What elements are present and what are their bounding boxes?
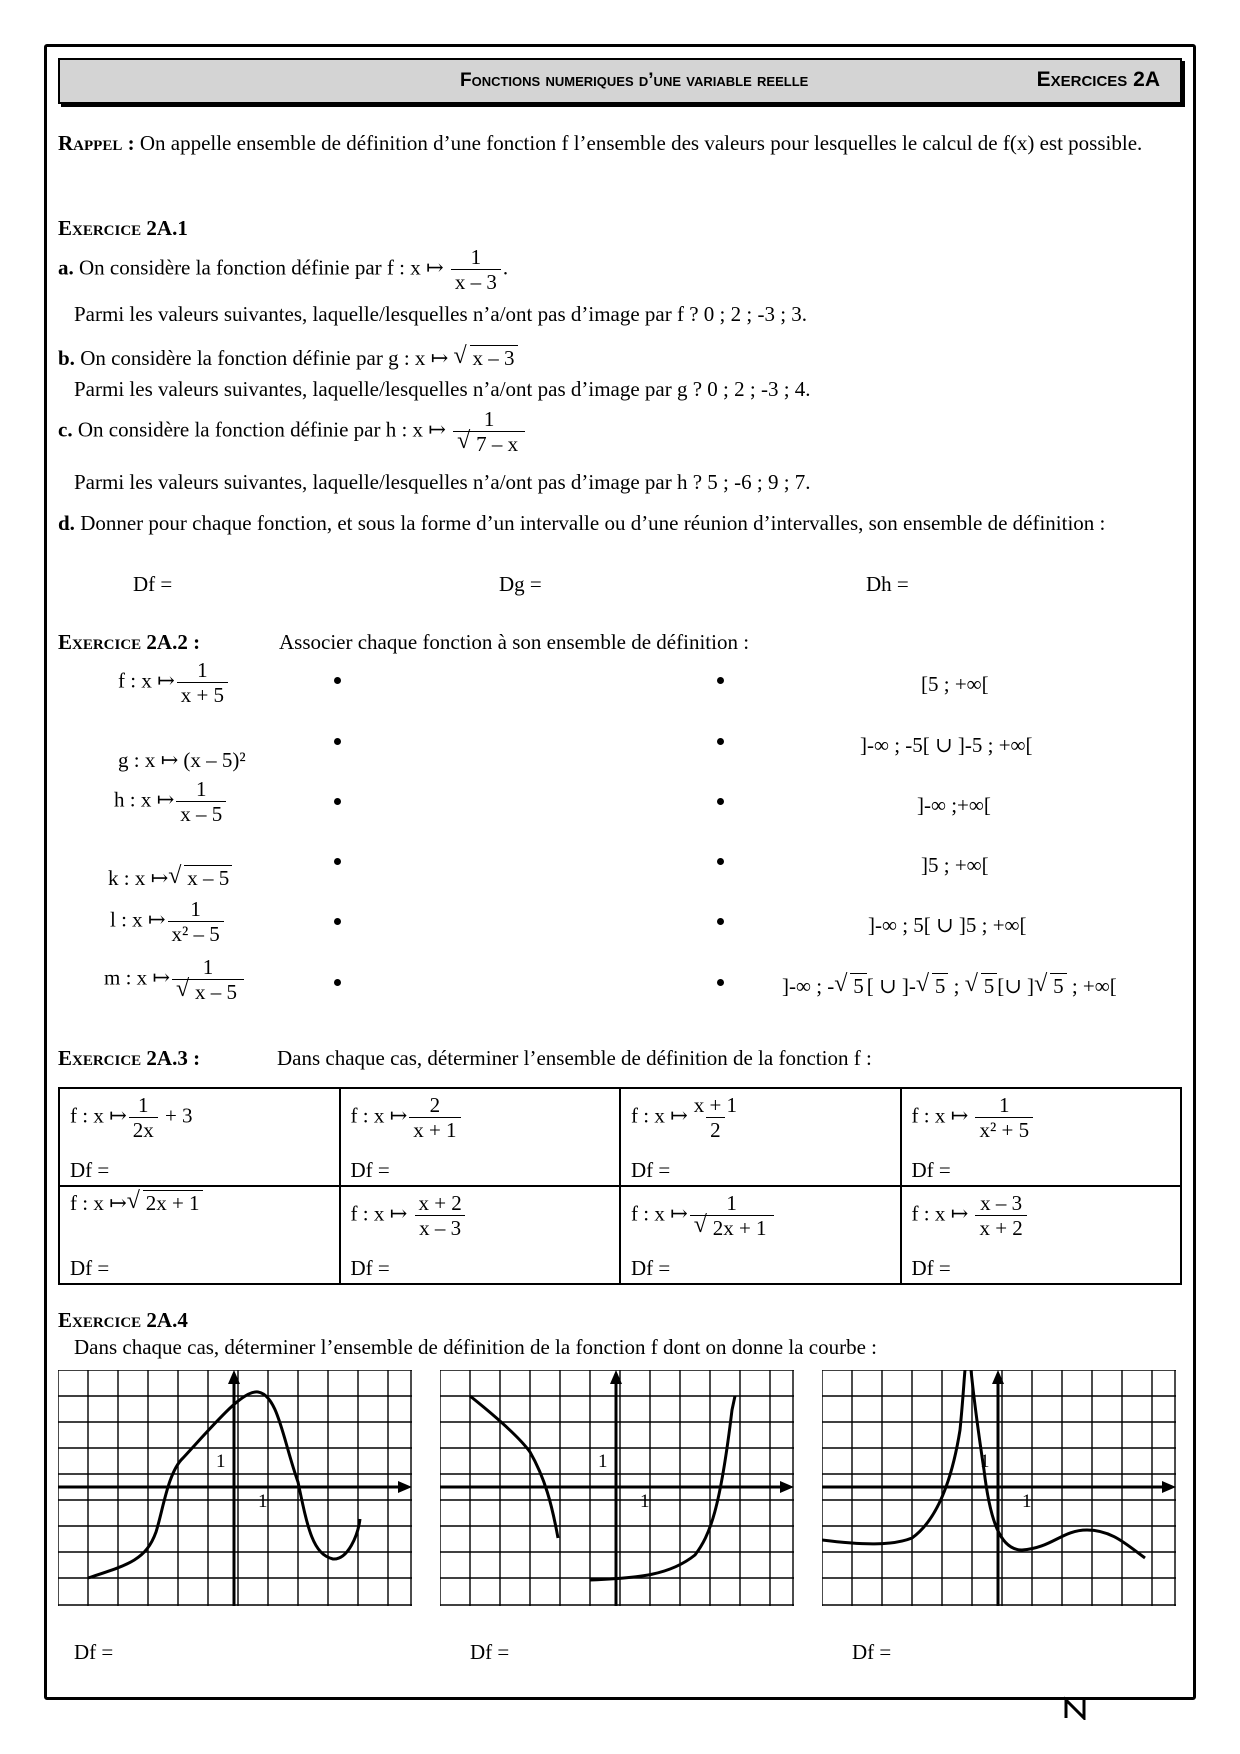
ex4-graph-1-df: Df = [74, 1640, 114, 1664]
ex2-dot-left-3[interactable] [334, 798, 341, 805]
ex2-f-prefix: f : x ↦ [118, 668, 175, 693]
ex3-cell-prefix: f : x ↦ [350, 1201, 408, 1226]
ex3-c1-num: 1 [137, 1093, 149, 1117]
ex3-c3-den: 2 [706, 1117, 725, 1142]
ex3-c8-den: x + 2 [975, 1215, 1026, 1240]
ex2-set-6-d: [∪ ] [997, 974, 1035, 998]
ex1-b-text: On considère la fonction définie par g : x ↦ [80, 346, 449, 370]
ex3-c8-num: x – 3 [980, 1191, 1023, 1215]
ex2-set-6-r1: 5 [850, 973, 867, 998]
ex2-k-prefix: k : x ↦ [108, 866, 169, 890]
ex2-instruction: Associer chaque fonction à son ensemble de définition : [279, 630, 750, 654]
ex2-l-prefix: l : x ↦ [110, 907, 166, 932]
ex2-m-rad: x – 5 [192, 979, 240, 1004]
ex1-c-label: c. [58, 417, 73, 442]
ex4-graph-1-curve [88, 1392, 360, 1578]
ex3-cell-prefix: f : x ↦ [631, 1201, 688, 1226]
rappel-text: On appelle ensemble de définition d’une fonction f l’ensemble des valeurs pour lesquelles le calcul de f(x) est possible. [139, 131, 1143, 155]
ex2-g: g : x ↦ (x – 5)² [118, 748, 246, 772]
ex4-title: Exercice 2A.4 [58, 1308, 188, 1332]
ex3-c6-num: x + 2 [418, 1191, 462, 1215]
ex1-b-label: b. [58, 346, 75, 370]
ex2-h-prefix: h : x ↦ [114, 787, 175, 812]
ex4-graph-1-x-arrow [398, 1481, 412, 1493]
ex2-dot-left-4[interactable] [334, 858, 341, 865]
ex2-set-4: ]5 ; +∞[ [921, 853, 989, 877]
ex3-cell-prefix: f : x ↦ [70, 1103, 127, 1128]
ex1-d [58, 508, 1182, 538]
corner-mark-icon [1064, 1690, 1094, 1720]
ex2-set-3: ]-∞ ;+∞[ [917, 793, 991, 817]
ex1-c-num: 1 [483, 407, 495, 431]
ex3-cell-1 [59, 1088, 340, 1186]
ex2-set-6-c: ; [948, 974, 965, 998]
ex2-m-num: 1 [202, 955, 214, 979]
ex3-cell-df: Df = [70, 1158, 110, 1182]
ex2-set-6 [782, 974, 1117, 999]
ex2-dot-right-3[interactable] [717, 798, 724, 805]
ex1-a-den: x – 3 [451, 269, 501, 294]
header-title: Fonctions numeriques d’une variable reelle [460, 70, 809, 91]
ex2-l-num: 1 [190, 897, 201, 921]
ex1-b-question: Parmi les valeurs suivantes, laquelle/lesquelles n’a/ont pas d’image par g ? 0 ; 2 ; -3 ; 4. [74, 377, 811, 401]
ex4-graph-3 [822, 1370, 1176, 1606]
ex3-cell-df: Df = [350, 1256, 390, 1280]
ex1-c-question: Parmi les valeurs suivantes, laquelle/lesquelles n’a/ont pas d’image par h ? 5 ; -6 ; 9 ; 7. [74, 470, 811, 494]
ex3-c4-den: x² + 5 [975, 1117, 1033, 1142]
ex3-c2-num: 2 [429, 1093, 441, 1117]
header-banner [58, 58, 1182, 104]
ex2-m-sqrt [176, 980, 240, 1004]
ex1-a-question: Parmi les valeurs suivantes, laquelle/lesquelles n’a/ont pas d’image par f ? 0 ; 2 ; -3 ; 3. [74, 302, 808, 326]
ex3-cell-df: Df = [911, 1158, 951, 1182]
ex2-dot-right-2[interactable] [717, 738, 724, 745]
ex2-dot-right-1[interactable] [717, 677, 724, 684]
ex2-dot-left-6[interactable] [334, 979, 341, 986]
ex2-dot-right-6[interactable] [717, 979, 724, 986]
ex2-dot-left-2[interactable] [334, 738, 341, 745]
ex4-graph-1 [58, 1370, 412, 1606]
ex2-h-num: 1 [195, 777, 207, 801]
ex2-set-6-b: [ ∪ ]- [866, 974, 916, 998]
ex4-graph-2-curve-left [470, 1396, 558, 1538]
ex3-c2-den: x + 1 [409, 1117, 460, 1142]
ex3-cell-4 [901, 1088, 1182, 1186]
ex3-row [59, 1186, 1181, 1284]
ex3-c6-den: x – 3 [415, 1215, 465, 1240]
ex4-graph-2-df: Df = [470, 1640, 510, 1664]
ex4-graph-2-tick-x: 1 [640, 1491, 650, 1512]
ex4-graph-3-df: Df = [852, 1640, 892, 1664]
ex2-set-6-a: ]-∞ ; - [782, 974, 835, 998]
ex1-a-text: On considère la fonction définie par f : x ↦ [79, 255, 444, 280]
ex2-k [108, 866, 232, 891]
ex1-d-text: Donner pour chaque fonction, et sous la forme d’un intervalle ou d’une réunion d’intervalles, son ensemble de définition : [80, 511, 1106, 535]
ex2-set-6-sqrt-2 [916, 974, 949, 999]
ex1-a: a. On considère la fonction définie par f : x ↦ $\frac{1}{x - 3}$ . [58, 245, 509, 294]
ex3-c1-tail: + 3 [164, 1103, 193, 1128]
ex2-title: Exercice 2A.2 : [58, 630, 201, 654]
ex1-b-sqrt [454, 346, 518, 371]
ex1-c-rad: 7 – x [473, 431, 521, 456]
ex3-cell-8 [901, 1186, 1182, 1284]
ex2-f-num: 1 [197, 658, 208, 682]
ex1-d-label: d. [58, 511, 75, 535]
ex3-c3-num: x + 1 [693, 1093, 738, 1117]
ex3-cell-prefix: f : x ↦ [631, 1103, 688, 1128]
ex2-l-fraction [168, 897, 224, 946]
ex3-cell-df: Df = [911, 1256, 951, 1280]
ex3-cell-3 [620, 1088, 901, 1186]
ex3-title: Exercice 2A.3 : [58, 1046, 201, 1070]
ex3-cell-df: Df = [350, 1158, 390, 1182]
ex3-cell-df: Df = [70, 1256, 110, 1280]
ex2-dot-right-4[interactable] [717, 858, 724, 865]
ex4-instruction: Dans chaque cas, déterminer l’ensemble de définition de la fonction f dont on donne la courbe : [74, 1335, 877, 1359]
ex2-m-prefix: m : x ↦ [104, 965, 171, 990]
ex4-graph-2 [440, 1370, 794, 1606]
ex4-graph-2-tick-y: 1 [598, 1451, 608, 1472]
ex1-b-rad: x – 3 [470, 345, 518, 370]
ex3-row [59, 1088, 1181, 1186]
ex1-a-label: a. [58, 255, 74, 280]
ex4-graph-2-x-arrow [780, 1481, 794, 1493]
ex2-k-sqrt [168, 866, 232, 891]
ex2-set-6-sqrt-3 [965, 974, 998, 999]
ex3-c4-num: 1 [999, 1093, 1010, 1117]
ex3-cell-prefix: f : x ↦ [350, 1103, 408, 1128]
ex2-dot-left-5[interactable] [334, 918, 341, 925]
ex2-set-6-r3: 5 [981, 973, 998, 998]
ex2-m [104, 955, 246, 1004]
ex3-cell-prefix: f : x ↦ [911, 1201, 969, 1226]
ex2-l-den: x² – 5 [168, 921, 224, 946]
rappel-paragraph [58, 128, 1182, 158]
ex1-dh: Dh = [866, 572, 909, 596]
ex2-set-2: ]-∞ ; -5[ ∪ ]-5 ; +∞[ [860, 733, 1033, 757]
ex4-graph-3-x-arrow [1162, 1481, 1176, 1493]
ex3-cell-2 [340, 1088, 621, 1186]
ex3-c7-rad: 2x + 1 [710, 1215, 770, 1240]
ex1-title: Exercice 2A.1 [58, 216, 188, 240]
ex2-f-den: x + 5 [177, 682, 228, 707]
ex1-a-num: 1 [470, 245, 482, 269]
ex2-set-6-r2: 5 [932, 973, 949, 998]
ex1-c-fraction [453, 407, 525, 456]
ex3-c7-num: 1 [726, 1191, 737, 1215]
header-exercise: Exercices 2A [1036, 68, 1160, 91]
ex3-cell-df: Df = [631, 1158, 671, 1182]
ex2-l [110, 897, 226, 946]
ex1-c-text: On considère la fonction définie par h : x ↦ [77, 417, 446, 442]
ex2-h [114, 777, 228, 826]
ex2-set-6-r4: 5 [1050, 973, 1067, 998]
ex1-dg: Dg = [499, 572, 542, 596]
ex3-c1-den: 2x [129, 1117, 158, 1142]
ex2-set-5: ]-∞ ; 5[ ∪ ]5 ; +∞[ [868, 913, 1027, 937]
ex1-b [58, 346, 518, 371]
ex2-h-fraction [176, 777, 226, 826]
ex3-instruction: Dans chaque cas, déterminer l’ensemble de définition de la fonction f : [277, 1046, 872, 1070]
ex2-dot-left-1[interactable] [334, 677, 341, 684]
ex3-c5-rad: 2x + 1 [143, 1190, 203, 1215]
ex3-cell-prefix: f : x ↦ [70, 1191, 127, 1215]
ex2-set-6-sqrt-4 [1034, 974, 1067, 999]
ex1-c [58, 407, 527, 456]
ex2-m-fraction [172, 955, 244, 1004]
ex3-cell-df: Df = [631, 1256, 671, 1280]
ex2-k-rad: x – 5 [184, 865, 232, 890]
ex3-cell-5 [59, 1186, 340, 1284]
ex2-f [118, 658, 230, 707]
ex1-df: Df = [133, 572, 173, 596]
ex3-table [58, 1087, 1182, 1285]
ex2-set-6-sqrt-1 [834, 974, 867, 999]
ex2-dot-right-5[interactable] [717, 918, 724, 925]
ex4-graph-3-tick-x: 1 [1022, 1491, 1032, 1512]
ex2-set-6-e: ; +∞[ [1066, 974, 1117, 998]
ex3-cell-6 [340, 1186, 621, 1284]
ex1-a-fraction [451, 245, 501, 294]
ex2-f-fraction [177, 658, 228, 707]
ex2-set-1: [5 ; +∞[ [921, 672, 989, 696]
rappel-label: Rappel : [58, 131, 135, 155]
ex1-c-sqrt [457, 432, 521, 456]
ex3-cell-prefix: f : x ↦ [911, 1103, 969, 1128]
ex2-h-den: x – 5 [176, 801, 226, 826]
ex4-graph-3-tick-y: 1 [980, 1451, 990, 1472]
ex4-graph-1-tick-x: 1 [258, 1491, 268, 1512]
ex4-graph-1-tick-y: 1 [216, 1451, 226, 1472]
ex3-cell-7 [620, 1186, 901, 1284]
